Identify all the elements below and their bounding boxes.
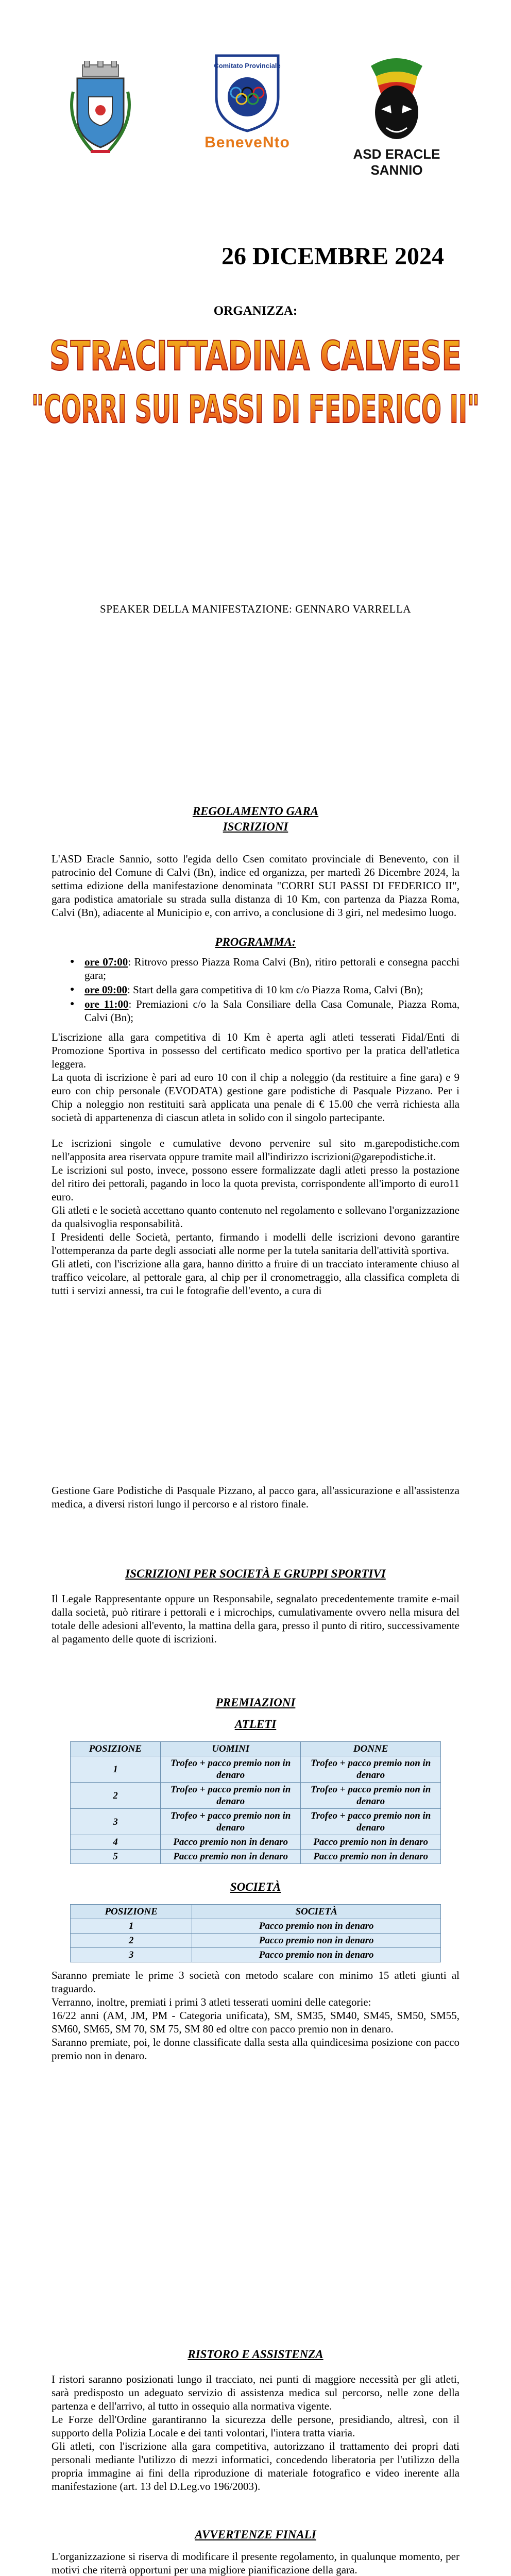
title-line-2: "CORRI SUI PASSI DI FEDERICO II" [31, 387, 480, 432]
paragraph: L'iscrizione alla gara competitiva di 10 Km è aperta agli atleti tesserati Fidal/Enti di Promozione Sportiva in possesso del certificato medico sportivo per la pratica dell'atletica leggera. [52, 1031, 459, 1070]
paragraph: L'organizzazione si riserva di modificare il presente regolamento, in qualunque momento, per motivi che riterrà opportuni per una migliore pianificazione della gara. [52, 2550, 459, 2576]
table-cell: 1 [71, 1756, 161, 1783]
table-row [71, 1948, 441, 1962]
title-line-1: STRACITTADINA CALVESE [49, 333, 462, 380]
societa-iscrizioni-heading: ISCRIZIONI PER SOCIETÀ E GRUPPI SPORTIVI [125, 1567, 386, 1580]
societa-prize-table [70, 1904, 441, 1962]
event-date: 26 DICEMBRE 2024 [221, 243, 445, 270]
premiazioni-heading: PREMIAZIONI [215, 1696, 296, 1709]
table-cell: Pacco premio non in denaro [192, 1948, 441, 1962]
table-header: POSIZIONE [71, 1742, 161, 1756]
programma-heading: PROGRAMMA: [215, 936, 296, 948]
paragraph: Le iscrizioni singole e cumulative devono pervenire sul sito m.garepodistiche.com nell'apposita area riservata oppure tramite mail all'indirizzo iscrizioni@garepodistiche.it. [52, 1137, 459, 1163]
paragraph: Saranno premiate, poi, le donne classificate dalla sesta alla quindicesima posizione con pacco premio non in denaro. [52, 2036, 459, 2062]
speaker-line [0, 603, 511, 616]
programma-item: ● ore 07:00: Ritrovo presso Piazza Roma Calvi (Bn), ritiro pettorali e consegna pacchi gara; [70, 955, 459, 982]
table-cell: 2 [71, 1934, 192, 1948]
table-cell: Pacco premio non in denaro [301, 1835, 441, 1850]
table-cell: Pacco premio non in denaro [301, 1850, 441, 1864]
table-cell: Pacco premio non in denaro [192, 1919, 441, 1934]
table-cell: 3 [71, 1948, 192, 1962]
paragraph: Gli atleti e le società accettano quanto contenuto nel regolamento e sollevano l'organizzazione da qualsivoglia responsabilità. [52, 1204, 459, 1230]
paragraph: 16/22 anni (AM, JM, PM - Categoria unificata), SM, SM35, SM40, SM45, SM50, SM55, SM60, SM65, SM 70, SM 75, SM 80 ed oltre con pacco premio non in denaro. [52, 2009, 459, 2035]
programma-item: ● ore 11:00: Premiazioni c/o la Sala Consiliare della Casa Comunale, Piazza Roma, Calvi (Bn); [70, 997, 459, 1024]
table-row [71, 1850, 441, 1864]
eracle-sannio-logo [340, 56, 453, 178]
paragraph: Verranno, inoltre, premiati i primi 3 atleti tesserati uomini delle categorie: [52, 1996, 371, 2008]
atleti-heading: ATLETI [234, 1718, 277, 1731]
table-cell: 2 [71, 1783, 161, 1809]
paragraph: Saranno premiate le prime 3 società con metodo scalare con minimo 15 atleti giunti al traguardo. [52, 1969, 459, 1995]
table-cell: Pacco premio non in denaro [192, 1934, 441, 1948]
table-cell: Trofeo + pacco premio non in denaro [161, 1783, 301, 1809]
table-row [71, 1783, 441, 1809]
table-header: UOMINI [161, 1742, 301, 1756]
regolamento-intro: L'ASD Eracle Sannio, sotto l'egida dello Csen comitato provinciale di Benevento, con il patrocinio del Comune di Calvi (Bn), indice ed organizza, per martedì 26 Dicembre 2024, la settima edizione della manifestazione denominata "CORRI SUI PASSI DI FEDERICO II", gara podistica amatoriale su strada sulla distanza di 10 Km, con partenza da Piazza Roma, Calvi (Bn), adiacente al Municipio e, con arrivo, a conclusione di 3 giri, nel medesimo luogo. [52, 853, 459, 919]
table-cell: 3 [71, 1809, 161, 1835]
paragraph: Le Forze dell'Ordine garantiranno la sicurezza delle persone, presidiando, altresì, con il supporto della Polizia Locale e dei tanti volontari, l'intera tratta viaria. [52, 2413, 459, 2439]
table-header-row [71, 1742, 441, 1756]
table-cell: Trofeo + pacco premio non in denaro [301, 1809, 441, 1835]
csen-benevento-logo [196, 45, 299, 159]
table-row [71, 1919, 441, 1934]
programma-list [70, 955, 459, 1024]
table-cell: Trofeo + pacco premio non in denaro [161, 1756, 301, 1783]
programma-item: ● ore 09:00: Start della gara competitiva di 10 km c/o Piazza Roma, Calvi (Bn); [70, 983, 459, 996]
societa-iscrizioni-section [52, 1566, 459, 1646]
table-row [71, 1934, 441, 1948]
paragraph: Le iscrizioni sul posto, invece, possono essere formalizzate dagli atleti presso la postazione del ritiro dei pettorali, pagando in loco la quota prevista, corrispondente all'importo di euro11 euro. [52, 1164, 459, 1203]
table-header: SOCIETÀ [192, 1905, 441, 1919]
table-cell: Pacco premio non in denaro [161, 1835, 301, 1850]
table-header-row [71, 1905, 441, 1919]
ristoro-section [52, 2347, 459, 2493]
calvi-coat-of-arms-logo [62, 61, 139, 159]
regolamento-heading: REGOLAMENTO GARA [192, 805, 319, 818]
paragraph: I ristori saranno posizionati lungo il tracciato, nei punti di maggiore necessità per gli atleti, sarà predisposto un adeguato servizio di assistenza medica sul percorso, nelle zone della partenza e dell'arrivo, al tutto in ossequio alla normativa vigente. [52, 2373, 459, 2412]
table-row [71, 1756, 441, 1783]
table-row [71, 1835, 441, 1850]
paragraph: I Presidenti delle Società, pertanto, firmando i modelli delle iscrizioni devono garantire l'ottemperanza da parte degli associati alle norme per la tutela sanitaria dell'attività sportiva. [52, 1231, 459, 1257]
csen-logo-caption: BeneveNto [205, 134, 290, 151]
eracle-logo-caption: ASD ERACLE SANNIO [353, 146, 440, 178]
table-header: POSIZIONE [71, 1905, 192, 1919]
paragraph: Gli atleti, con l'iscrizione alla gara, hanno diritto a fruire di un tracciato interamente chiuso al traffico veicolare, al pettorale gara, al chip per il cronometraggio, alla classifica completa di tutti i servizi annessi, tra cui le fotografie dell'evento, a cura di [52, 1258, 459, 1297]
table-cell: Trofeo + pacco premio non in denaro [161, 1809, 301, 1835]
csen-logo-top-text: Comitato Provinciale [214, 62, 281, 70]
premiazioni-section [52, 1695, 459, 2062]
table-cell: 1 [71, 1919, 192, 1934]
iscrizioni-heading: ISCRIZIONI [223, 820, 288, 833]
speaker-label: SPEAKER DELLA MANIFESTAZIONE: [100, 603, 293, 615]
table-cell: 4 [71, 1835, 161, 1850]
logos-row [0, 45, 511, 178]
table-cell: Trofeo + pacco premio non in denaro [301, 1783, 441, 1809]
paragraph: La quota di iscrizione è pari ad euro 10 con il chip a noleggio (da restituire a fine gara) e 9 euro con chip personale (EVODATA) gestione gare podistiche di Pasquale Pizzano. Per i Chip a noleggio non restituiti sarà applicata una penale di € 15.00 che verrà richiesta alla società di appartenenza di ciascun atleta in solido con il singolo partecipante. [52, 1071, 459, 1124]
ristoro-heading: RISTORO E ASSISTENZA [188, 2348, 323, 2361]
organizza-label: ORGANIZZA: [213, 304, 298, 318]
table-cell: Trofeo + pacco premio non in denaro [301, 1756, 441, 1783]
avvertenze-heading: AVVERTENZE FINALI [195, 2528, 316, 2541]
table-cell: 5 [71, 1850, 161, 1864]
atleti-prize-table [70, 1741, 441, 1864]
societa-heading: SOCIETÀ [230, 1880, 281, 1893]
paragraph: Il Legale Rappresentante oppure un Responsabile, segnalato precedentemente tramite e-mail dalla società, può ritirare i pettorali e i microchips, cumulativamente ovvero nella misura del totale delle adesioni all'evento, la mattina della gara, presso il punto di ritiro, successivamente al pagamento delle quote di iscrizioni. [52, 1592, 459, 1645]
regolamento-continued [52, 1484, 459, 1511]
table-cell: Pacco premio non in denaro [161, 1850, 301, 1864]
table-header: DONNE [301, 1742, 441, 1756]
paragraph: Gli atleti, con l'iscrizione alla gara competitiva, autorizzano il trattamento dei propri dati personali mediante l'utilizzo di mezzi informatici, concedendo liberatoria per l'utilizzo della propria immagine ai fini della riproduzione di materiale fotografico e video inerente alla manifestazione (art. 13 del D.Leg.vo 196/2003). [52, 2440, 459, 2493]
event-title-wordart [26, 325, 485, 435]
paragraph: Gestione Gare Podistiche di Pasquale Pizzano, al pacco gara, all'assicurazione e all'assistenza medica, a diversi ristori lungo il percorso e al ristoro finale. [52, 1484, 459, 1510]
avvertenze-section [52, 2527, 459, 2576]
table-row [71, 1809, 441, 1835]
regolamento-section [52, 804, 459, 1297]
speaker-name: GENNARO VARRELLA [295, 603, 411, 615]
